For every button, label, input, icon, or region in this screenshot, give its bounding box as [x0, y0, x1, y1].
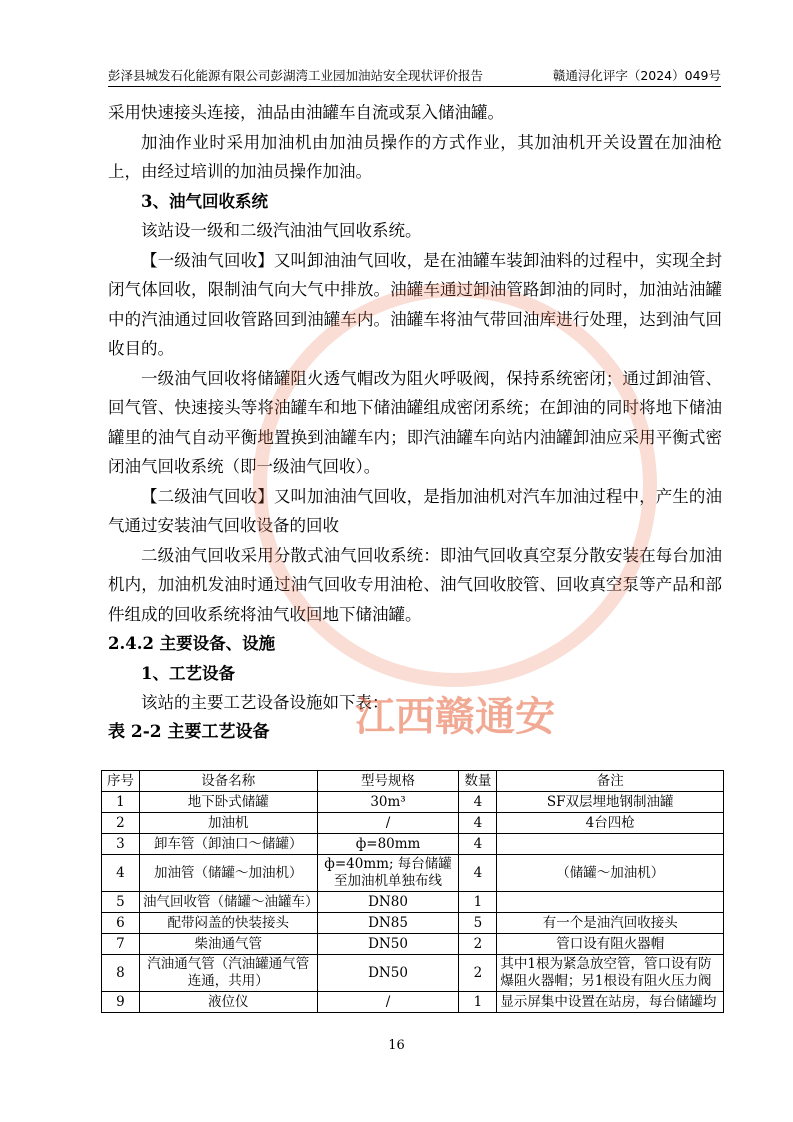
table-row [102, 892, 724, 913]
page-header [108, 66, 721, 84]
watermark-text: 江西赣通安 [355, 694, 555, 740]
table-header-row [102, 771, 724, 792]
table-row [102, 813, 724, 834]
table-cell: 1 [102, 792, 140, 813]
table-cell: 油气回收管（储罐～油罐车） [139, 892, 317, 913]
column-header: 设备名称 [139, 771, 317, 792]
subheading: 3、油气回收系统 [141, 191, 268, 211]
table-cell: 1 [459, 992, 497, 1013]
paragraph: 二级油气回收采用分散式油气回收系统：即油气回收真空泵分散安装在每台加油机内，加油机发油时通过油气回收专用油枪、油气回收胶管、回收真空泵等产品和部件组成的回收系统将油气收回地下储油罐。 [108, 545, 722, 624]
table-intro: 该站的主要工艺设备设施如下表： [141, 693, 389, 712]
table-row [102, 992, 724, 1013]
table-cell: 加油机 [139, 813, 317, 834]
table-row [102, 934, 724, 955]
column-header: 数量 [459, 771, 497, 792]
equipment-table [101, 770, 724, 1013]
table-cell: / [317, 813, 459, 834]
table-cell: / [317, 992, 459, 1013]
table-caption: 表 2-2 主要工艺设备 [108, 721, 270, 742]
table-cell: 4 [459, 855, 497, 892]
table-cell: 8 [102, 955, 140, 992]
table-row [102, 913, 724, 934]
paragraph-list [108, 98, 722, 629]
paragraph: 加油作业时采用加油机由加油员操作的方式作业，其加油机开关设置在加油枪上，由经过培训的加油员操作加油。 [108, 132, 722, 181]
table-row [102, 792, 724, 813]
table-cell: 汽油通气管（汽油罐通气管连通，共用） [139, 955, 317, 992]
table-cell: 卸车管（卸油口～储罐） [139, 834, 317, 855]
table-cell: DN85 [317, 913, 459, 934]
table-cell: 2 [459, 934, 497, 955]
table-cell: 2 [459, 955, 497, 992]
table-cell [497, 892, 724, 913]
paragraph: 【一级油气回收】又叫卸油油气回收，是在油罐车装卸油料的过程中，实现全封闭气体回收，限制油气向大气中排放。油罐车通过卸油管路卸油的同时，加油站油罐中的汽油通过回收管路回到油罐车内。油罐车将油气带回油库进行处理，达到油气回收目的。 [108, 250, 722, 358]
table-row [102, 955, 724, 992]
table-cell: （储罐～加油机） [497, 855, 724, 892]
table-cell: 管口设有阻火器帽 [497, 934, 724, 955]
table-cell: 4 [459, 792, 497, 813]
column-header: 备注 [497, 771, 724, 792]
paragraph: 【二级油气回收】又叫加油油气回收，是指加油机对汽车加油过程中，产生的油气通过安装油气回收设备的回收 [108, 486, 722, 535]
table-cell: 3 [102, 834, 140, 855]
table-cell: 7 [102, 934, 140, 955]
header-report-number: 赣通浔化评字（2024）049号 [552, 68, 721, 83]
table-cell: 地下卧式储罐 [139, 792, 317, 813]
paragraph: 一级油气回收将储罐阻火透气帽改为阻火呼吸阀，保持系统密闭；通过卸油管、回气管、快速接头等将油罐车和地下储油罐组成密闭系统；在卸油的同时将地下储油罐里的油气自动平衡地置换到油罐车内；即汽油罐车向站内油罐卸油应采用平衡式密闭油气回收系统（即一级油气回收）。 [108, 368, 722, 476]
table-row [102, 834, 724, 855]
table-cell: 其中1根为紧急放空管，管口设有防爆阻火器帽；另1根设有阻火压力阀 [497, 955, 724, 992]
section-heading: 2.4.2 主要设备、设施 [108, 634, 276, 653]
table-cell: ф=80mm [317, 834, 459, 855]
table-cell: 4 [102, 855, 140, 892]
subsection-heading: 1、工艺设备 [141, 663, 235, 683]
table-cell: DN50 [317, 934, 459, 955]
table-cell [497, 834, 724, 855]
paragraph: 该站设一级和二级汽油油气回收系统。 [141, 221, 422, 240]
page-number: 16 [388, 1038, 405, 1053]
table-cell: 柴油通气管 [139, 934, 317, 955]
table-cell: 2 [102, 813, 140, 834]
column-header: 型号规格 [317, 771, 459, 792]
table-cell: 有一个是油汽回收接头 [497, 913, 724, 934]
table-cell: 30m³ [317, 792, 459, 813]
table-cell: 配带闷盖的快装接头 [139, 913, 317, 934]
table-cell: 5 [459, 913, 497, 934]
table-cell: DN80 [317, 892, 459, 913]
paragraph: 采用快速接头连接，油品由油罐车自流或泵入储油罐。 [108, 103, 504, 122]
table-cell: DN50 [317, 955, 459, 992]
table-cell: 9 [102, 992, 140, 1013]
table-body [102, 792, 724, 1013]
table-cell: 5 [102, 892, 140, 913]
table-cell: 加油管（储罐～加油机） [139, 855, 317, 892]
table-cell: 4台四枪 [497, 813, 724, 834]
table-cell: 6 [102, 913, 140, 934]
table-cell: 4 [459, 834, 497, 855]
header-report-title: 彭泽县城发石化能源有限公司彭湖湾工业园加油站安全现状评价报告 [108, 68, 484, 83]
table-cell: 1 [459, 892, 497, 913]
document-body [108, 98, 722, 746]
table-cell: 显示屏集中设置在站房，每台储罐均 [497, 992, 724, 1013]
table-cell: 4 [459, 813, 497, 834]
table-cell: SF双层埋地钢制油罐 [497, 792, 724, 813]
table-row [102, 855, 724, 892]
column-header: 序号 [102, 771, 140, 792]
table-cell: 液位仪 [139, 992, 317, 1013]
header-divider [108, 86, 721, 87]
table-cell: ф=40mm; 每台储罐至加油机单独布线 [317, 855, 459, 892]
